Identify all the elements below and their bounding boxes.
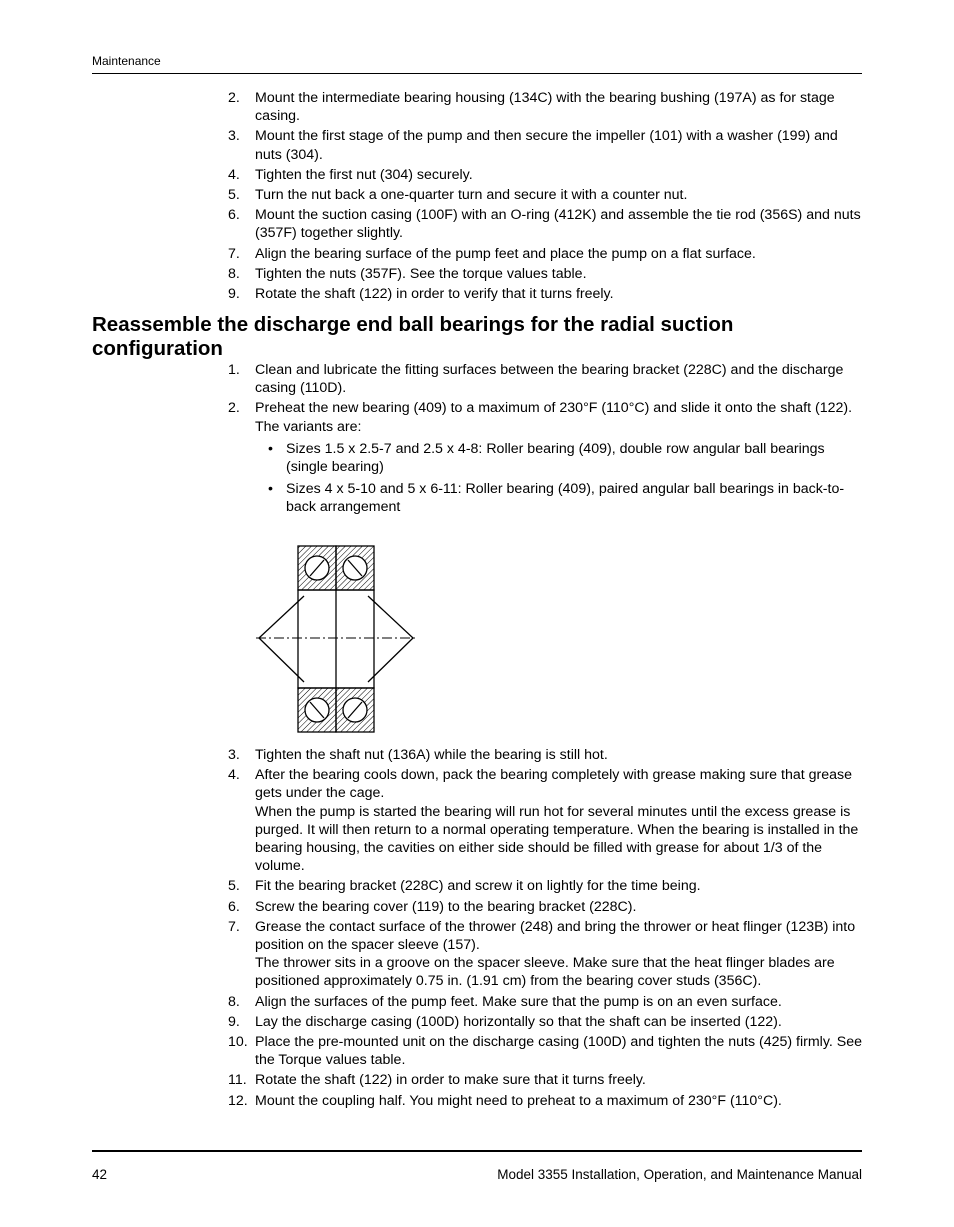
bullet-item: • Sizes 4 x 5-10 and 5 x 6-11: Roller bearing (409), paired angular ball bearings in back-to-back arrangement [268,481,845,516]
list-item: 4. After the bearing cools down, pack the bearing completely with grease making sure that grease gets under the cage. When the pump is started the bearing will run hot for several minutes until the excess grease is purged. It will then return to a normal operating temperature. When the bearing is installed in the bearing housing, the cavities on either side should be filled with grease for about 1/3 of the volume. [228,767,859,875]
header-divider [92,73,862,74]
section-heading: Reassemble the discharge end ball bearings for the radial suction configuration [92,313,734,360]
list-item: 1. Clean and lubricate the fitting surfaces between the bearing bracket (228C) and the discharge casing (110D). [228,362,844,397]
bearing-steps-list [228,361,864,521]
footer-divider [92,1150,862,1152]
page-number: 42 [92,1167,108,1182]
list-item: 5. Turn the nut back a one-quarter turn and secure it with a counter nut. [228,187,688,204]
list-item: 3. Tighten the shaft nut (136A) while the bearing is still hot. [228,747,608,763]
list-item: 2. Preheat the new bearing (409) to a maximum of 230°F (110°C) and slide it onto the shaft (122). The variants are: • Sizes 1.5 x 2.5-7 and 2.5 x 4-8: Roller bearing (409), double row angular ball bearings (single bearing) • Sizes 4 x 5-10 and 5 x 6-11: Roller bearing (409), paired angular ball bearings in back-to-back arrangement [228,399,864,516]
list-item: 3. Mount the first stage of the pump and then secure the impeller (101) with a washer (199) and nuts (304). [228,128,838,163]
variants-list [255,440,864,517]
list-item: 6. Screw the bearing cover (119) to the bearing bracket (228C). [228,898,637,915]
list-item: 7. Align the bearing surface of the pump feet and place the pump on a flat surface. [228,245,756,262]
list-item: 7. Grease the contact surface of the thrower (248) and bring the thrower or heat flinger (123B) into position on the spacer sleeve (157). The thrower sits in a groove on the spacer sleeve. Make sure that the heat flinger blades are positioned approximately 0.75 in. (1.91 cm) from the bearing cover studs (356C). [228,918,856,990]
list-item: 2. Mount the intermediate bearing housing (134C) with the bearing bushing (197A) as for stage casing. [228,90,835,125]
list-item: 9. Lay the discharge casing (100D) horizontally so that the shaft can be inserted (122). [228,1013,782,1030]
list-item: 9. Rotate the shaft (122) in order to verify that it turns freely. [228,286,614,303]
bullet-item: • Sizes 1.5 x 2.5-7 and 2.5 x 4-8: Roller bearing (409), double row angular ball bearings (single bearing) [268,440,825,476]
list-item: 5. Fit the bearing bracket (228C) and screw it on lightly for the time being. [228,878,701,895]
list-item: 11. Rotate the shaft (122) in order to make sure that it turns freely. [228,1072,646,1089]
list-item: 12. Mount the coupling half. You might need to preheat to a maximum of 230°F (110°C). [228,1092,782,1109]
list-item: 8. Tighten the nuts (357F). See the torque values table. [228,265,587,282]
section-label: Maintenance [92,54,161,68]
manual-title: Model 3355 Installation, Operation, and Maintenance Manual [497,1167,862,1182]
steps-list-continued [228,89,864,305]
list-item: 6. Mount the suction casing (100F) with an O-ring (412K) and assemble the tie rod (356S) and nuts (357F) together slightly. [228,207,861,242]
list-item: 10. Place the pre-mounted unit on the discharge casing (100D) and tighten the nuts (425) firmly. See the Torque values table. [228,1034,862,1069]
list-item: 8. Align the surfaces of the pump feet. Make sure that the pump is on an even surface. [228,993,782,1010]
bearing-steps-list-continued [228,746,864,1112]
bullet-icon: • [268,440,273,457]
list-item: 4. Tighten the first nut (304) securely. [228,166,473,183]
bearing-diagram [254,541,418,735]
bullet-icon: • [268,481,273,498]
